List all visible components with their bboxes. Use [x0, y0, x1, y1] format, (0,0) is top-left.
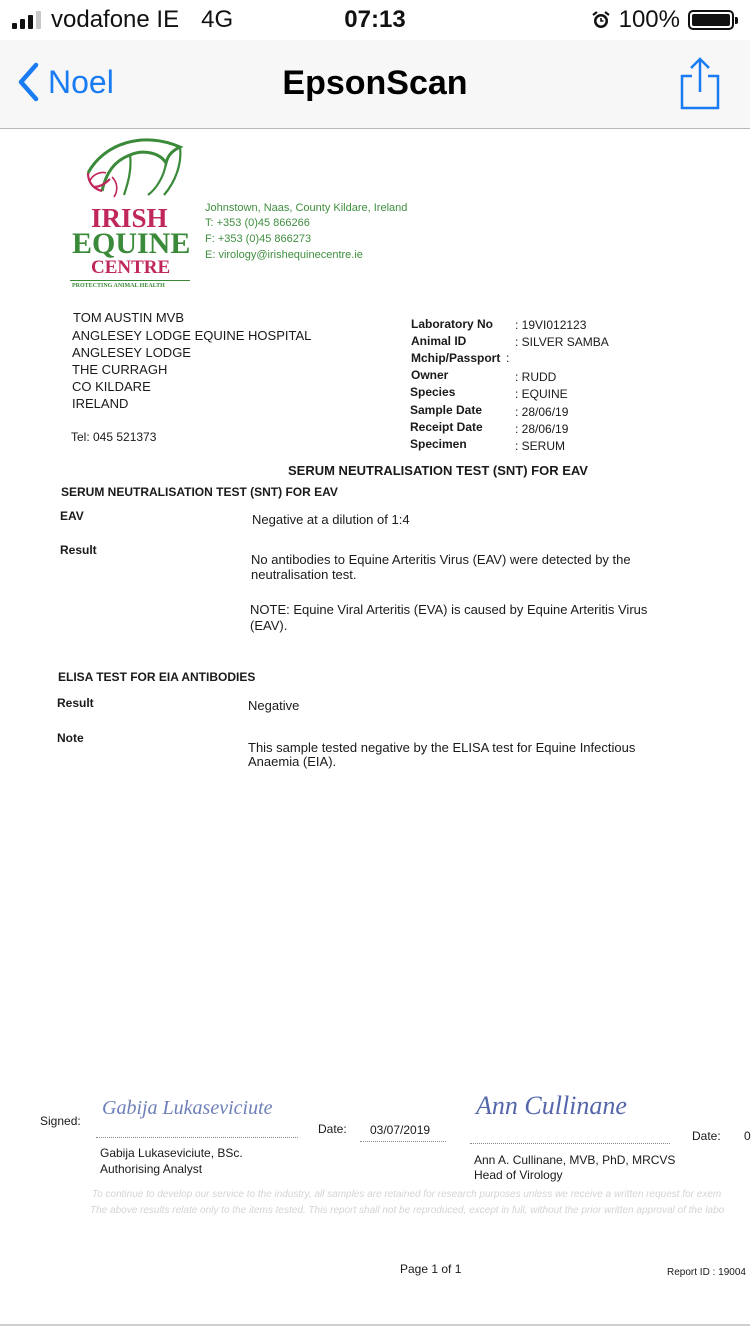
info-label: Receipt Date: [410, 420, 483, 434]
note-text: (EAV).: [250, 618, 288, 633]
elisa-result-label: Result: [57, 696, 94, 710]
info-label: Species: [410, 385, 456, 399]
date-label: Date:: [318, 1122, 347, 1136]
page-edge: [0, 1324, 750, 1326]
info-value: : 28/06/19: [515, 405, 569, 419]
result-text: neutralisation test.: [251, 567, 357, 582]
share-icon: [678, 56, 722, 112]
info-label: Owner: [411, 368, 449, 382]
info-value: : SERUM: [515, 439, 566, 453]
signer-1-name: Gabija Lukaseviciute, BSc.: [100, 1146, 243, 1160]
logo-centre: CENTRE: [91, 257, 171, 278]
signer-2-role: Head of Virology: [474, 1168, 563, 1182]
recipient-line: THE CURRAGH: [72, 362, 168, 377]
info-label: Animal ID: [411, 334, 467, 348]
back-label: Noel: [48, 63, 114, 100]
info-value: : RUDD: [515, 370, 557, 384]
result-text: No antibodies to Equine Arteritis Virus (EAV) were detected by the: [251, 552, 631, 567]
elisa-heading: ELISA TEST FOR EIA ANTIBODIES: [58, 670, 256, 684]
carrier-name: vodafone IE: [51, 6, 180, 33]
signature-line: [96, 1137, 298, 1138]
signature-line: [470, 1143, 670, 1144]
report-title: SERUM NEUTRALISATION TEST (SNT) FOR EAV: [288, 463, 588, 478]
page-number: Page 1 of 1: [400, 1262, 462, 1276]
info-value: : 19VI012123: [515, 318, 587, 332]
logo-divider: [70, 280, 190, 281]
status-bar: [0, 0, 750, 40]
alarm-icon: [591, 10, 611, 30]
signer-2-name: Ann A. Cullinane, MVB, PhD, MRCVS: [474, 1153, 676, 1167]
recipient-line: TOM AUSTIN MVB: [73, 310, 184, 325]
logo-tagline: PROTECTING ANIMAL HEALTH: [72, 283, 165, 289]
elisa-note-text: Anaemia (EIA).: [248, 754, 337, 769]
navigation-bar: [0, 40, 750, 129]
battery-percent: 100%: [618, 6, 680, 33]
scanned-document: [0, 129, 750, 1334]
elisa-note-label: Note: [57, 731, 84, 745]
logo-equine: EQUINE: [72, 227, 191, 260]
network-type: 4G: [201, 6, 234, 33]
status-time: 07:13: [344, 6, 406, 33]
report-id: Report ID : 19004: [667, 1267, 746, 1278]
contact-phone: T: +353 (0)45 866266: [205, 217, 310, 229]
info-label: Laboratory No: [411, 317, 494, 331]
recipient-line: ANGLESEY LODGE EQUINE HOSPITAL: [72, 328, 312, 343]
recipient-line: ANGLESEY LODGE: [72, 345, 191, 360]
eav-value: Negative at a dilution of 1:4: [252, 512, 410, 527]
share-button[interactable]: [678, 56, 722, 117]
battery-icon: [688, 10, 734, 30]
date-2-label: Date:: [692, 1129, 721, 1143]
contact-address: Johnstown, Naas, County Kildare, Ireland: [205, 202, 408, 214]
nav-title: EpsonScan: [282, 64, 468, 102]
info-label: Mchip/Passport: [411, 351, 501, 365]
info-value: : EQUINE: [515, 387, 568, 401]
info-value: : SILVER SAMBA: [515, 335, 609, 349]
date-value: 03/07/2019: [370, 1123, 431, 1137]
info-label: Specimen: [410, 437, 467, 451]
result-label: Result: [60, 543, 97, 557]
info-value: : 28/06/19: [515, 422, 569, 436]
signed-label: Signed:: [40, 1114, 81, 1128]
logo-irish: IRISH: [91, 203, 168, 233]
recipient-line: CO KILDARE: [72, 379, 151, 394]
note-text: NOTE: Equine Viral Arteritis (EVA) is caused by Equine Arteritis Virus: [250, 602, 648, 617]
info-label: Sample Date: [410, 403, 483, 417]
elisa-result-value: Negative: [248, 698, 300, 713]
eav-label: EAV: [60, 509, 84, 523]
signer-1-role: Authorising Analyst: [100, 1162, 203, 1176]
recipient-tel: Tel: 045 521373: [71, 430, 157, 444]
contact-email: E: virology@irishequinecentre.ie: [205, 249, 363, 261]
recipient-line: IRELAND: [72, 396, 129, 411]
horse-logo-icon: [84, 133, 188, 201]
status-right: [591, 6, 734, 34]
date-2-value: 0: [744, 1129, 751, 1143]
footer-disclaimer: The above results relate only to the items tested. This report shall not be reproduced, except in full, without the prior written approval of the labo: [90, 1205, 725, 1216]
snt-heading: SERUM NEUTRALISATION TEST (SNT) FOR EAV: [61, 485, 338, 499]
signature-2: Ann Cullinane: [476, 1091, 627, 1120]
signature-1: Gabija Lukaseviciute: [102, 1097, 273, 1119]
date-line: [360, 1141, 446, 1142]
info-value: :: [506, 351, 510, 365]
contact-fax: F: +353 (0)45 866273: [205, 233, 312, 245]
elisa-note-text: This sample tested negative by the ELISA test for Equine Infectious: [248, 740, 636, 755]
footer-disclaimer: To continue to develop our service to the industry, all samples are retained for research purposes unless we receive a written request for exem: [92, 1189, 722, 1200]
